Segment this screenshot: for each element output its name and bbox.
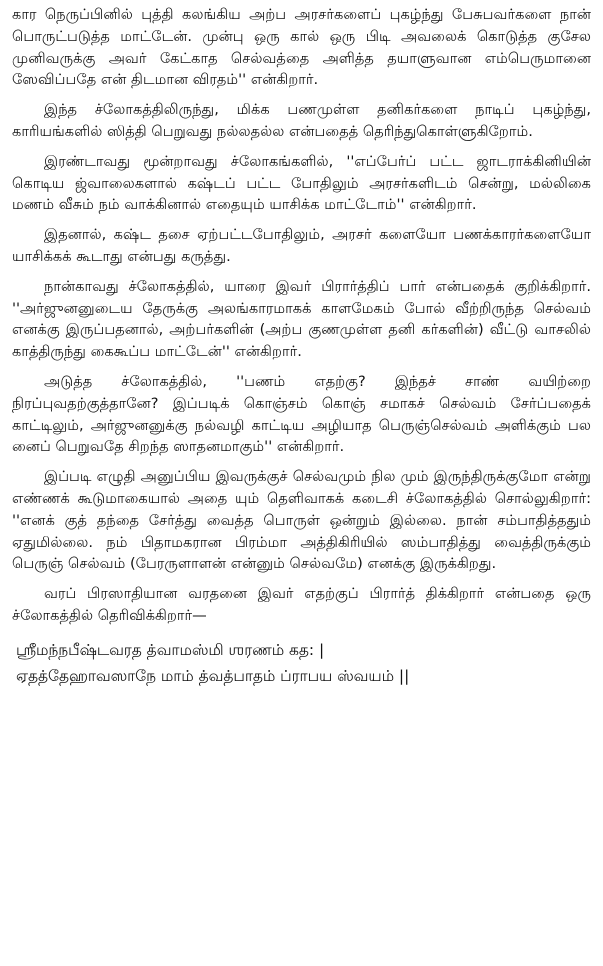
paragraph-5: நான்காவது ச்லோகத்தில், யாரை இவர் பிரார்த்திப் பார் என்பதைக் குறிக்கிறார். ''அர்ஜுனனுடைய தேருக்கு அலங்காரமாகக் காளமேகம் போல் வீற்றிருந்த செல்வம் எனக்கு இருப்பதனால், அற்பர்களின் (அற்ப குணமுள்ள தனி கர்களின்) வீட்டு வாசலில் காத்திருந்து கைகூப்ப மாட்டேன்'' என்கிறார். [12, 277, 591, 361]
paragraph-8: வரப் பிரஸாதியான வரதனை இவர் எதற்குப் பிரார்த் திக்கிறார் என்பதை ஒரு ச்லோகத்தில் தெரிவிக்கிறார்— [12, 585, 591, 624]
paragraph-3: இரண்டாவது மூன்றாவது ச்லோகங்களில், ''எப்பேர்ப் பட்ட ஜாடராக்கினியின் கொடிய ஜ்வாலைகளால் கஷ்டப் பட்ட போதிலும் அரசர்களிடம் சென்று, மல்லிகை மணம் வீசும் நம் வாக்கினால் எதையும் யாசிக்க மாட்டோம்'' என்கிறார். [12, 152, 591, 214]
paragraph-7: இப்படி எழுதி அனுப்பிய இவருக்குச் செல்வமும் நில மும் இருந்திருக்குமோ என்று எண்ணக் கூடுமாகையால் அதை யும் தெளிவாகக் கடைசி ச்லோகத்தில் சொல்லுகிறார்: ''எனக் குத் தந்தை சேர்த்து வைத்த பொருள் ஒன்றும் இல்லை. நான் சம்பாதித்ததும் ஏதுமில்லை. நம் பிதாமகரான பிரம்மா அத்திகிரியில் ஸம்பாதித்து வைத்திருக்கும் பெருஞ் செல்வம் (பேரருளாளன் என்னும் செல்வமே) எனக்கு இருக்கிறது. [12, 468, 591, 573]
paragraph-2: இந்த ச்லோகத்திலிருந்து, மிக்க பணமுள்ள தனிகர்களை நாடிப் புகழ்ந்து, காரியங்களில் ஸித்தி பெறுவது நல்லதல்ல என்பதைத் தெரிந்துகொள்ளுகிறோம். [12, 101, 591, 140]
verse-line-2: ஏதத்தேஹாவஸாநே மாம் த்வத்பாதம் ப்ராபய ஸ்வயம் || [16, 666, 410, 685]
paragraph-6: அடுத்த ச்லோகத்தில், ''பணம் எதற்கு? இந்தச் சாண் வயிற்றை நிரப்புவதற்குத்தானே? இப்படிக் கொஞ்சம் கொஞ் சமாகச் செல்வம் சேர்ப்பதைக் காட்டிலும், அர்ஜுனனுக்கு நல்வழி காட்டிய அழியாத பெருஞ்செல்வம் அளிக்கும் பல னைப் பெறுவதே சிறந்த ஸாதனமாகும்'' என்கிறார். [12, 372, 591, 456]
sanskrit-verse [12, 637, 591, 689]
paragraph-4: இதனால், கஷ்ட தசை ஏற்பட்டபோதிலும், அரசர் களையோ பணக்காரர்களையோ யாசிக்கக் கூடாது என்பது கருத்து. [12, 226, 591, 265]
verse-line-1: ஸ்ரீமந்நபீஷ்டவரத த்வாமஸ்மி ஶரணம் கத: | [16, 640, 325, 659]
paragraph-1: கார நெருப்பினில் புத்தி கலங்கிய அற்ப அரசர்களைப் புகழ்ந்து பேசுபவர்களை நான் பொருட்படுத்த மாட்டேன். முன்பு ஒரு கால் ஒரு பிடி அவலைக் கொடுத்த குசேல முனிவருக்கு அவர் கேட்காத செல்வத்தை அளித்த தயாளுவான எம்பெருமானை ஸேவிப்பதே என் திடமான விரதம்'' என்கிறார். [12, 6, 591, 89]
